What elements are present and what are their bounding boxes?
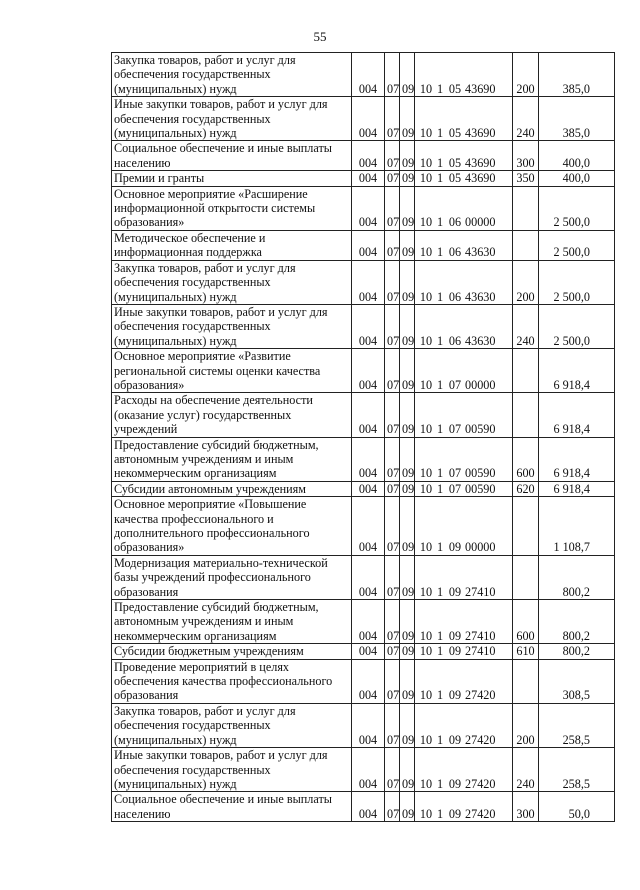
target-article-part: 07 [448,377,462,392]
rz-code-cell: 07 [385,497,400,556]
target-article-part: 00590 [465,422,496,437]
rz-code-cell: 07 [385,644,400,659]
target-article-part: 27410 [465,644,496,659]
target-article-part: 43690 [465,171,496,186]
expense-name-cell: Закупка товаров, работ и услуг для обеспечения государственных (муниципальных) нужд [112,260,352,304]
table-row [112,481,615,496]
amount-cell: 385,0 [539,53,615,97]
rz-code-cell: 07 [385,171,400,186]
rz-code-cell: 07 [385,792,400,822]
target-article-cell [415,349,513,393]
table-row [112,393,615,437]
gr-code-cell: 004 [352,437,385,481]
expense-name-cell: Проведение мероприятий в целях обеспечения качества профессионального образования [112,659,352,703]
target-article-part: 09 [448,644,462,659]
target-article-part: 05 [448,171,462,186]
target-article-cell [415,171,513,186]
target-article-part: 00000 [465,215,496,230]
target-article-part: 10 [419,776,433,791]
pr-code-cell: 09 [400,141,415,171]
target-article-part: 07 [448,466,462,481]
amount-cell: 258,5 [539,703,615,747]
target-article-part: 43630 [465,245,496,260]
target-article-part: 10 [419,333,433,348]
amount-cell: 258,5 [539,748,615,792]
target-article-part: 09 [448,776,462,791]
vr-code-cell: 240 [513,97,539,141]
rz-code-cell: 07 [385,260,400,304]
expense-name-cell: Предоставление субсидий бюджетным, автономным учреждениям и иным некоммерческим организациям [112,600,352,644]
target-article-part: 00000 [465,377,496,392]
pr-code-cell: 09 [400,659,415,703]
target-article-part: 27420 [465,806,496,821]
target-article-part: 09 [448,806,462,821]
target-article-part: 10 [419,466,433,481]
gr-code-cell: 004 [352,349,385,393]
amount-cell: 50,0 [539,792,615,822]
pr-code-cell: 09 [400,97,415,141]
gr-code-cell: 004 [352,792,385,822]
vr-code-cell: 610 [513,644,539,659]
gr-code-cell: 004 [352,600,385,644]
vr-code-cell: 200 [513,703,539,747]
target-article-part: 1 [436,245,444,260]
target-article-part: 09 [448,540,462,555]
target-article-cell [415,186,513,230]
amount-cell: 800,2 [539,644,615,659]
rz-code-cell: 07 [385,481,400,496]
rz-code-cell: 07 [385,748,400,792]
target-article-part: 10 [419,81,433,96]
expense-name-cell: Закупка товаров, работ и услуг для обеспечения государственных (муниципальных) нужд [112,53,352,97]
target-article-part: 1 [436,466,444,481]
target-article-part: 10 [419,289,433,304]
target-article-cell [415,748,513,792]
target-article-part: 1 [436,688,444,703]
target-article-part: 10 [419,422,433,437]
amount-cell: 2 500,0 [539,230,615,260]
target-article-part: 05 [448,155,462,170]
target-article-part: 27410 [465,584,496,599]
vr-code-cell [513,186,539,230]
target-article-part: 1 [436,215,444,230]
target-article-cell [415,304,513,348]
pr-code-cell: 09 [400,748,415,792]
target-article-part: 1 [436,333,444,348]
vr-code-cell: 300 [513,792,539,822]
target-article-part: 10 [419,481,433,496]
expense-name-cell: Социальное обеспечение и иные выплаты населению [112,141,352,171]
target-article-cell [415,230,513,260]
rz-code-cell: 07 [385,186,400,230]
target-article-cell [415,260,513,304]
vr-code-cell [513,555,539,599]
table-row [112,171,615,186]
amount-cell: 800,2 [539,555,615,599]
amount-cell: 2 500,0 [539,304,615,348]
target-article-part: 07 [448,481,462,496]
target-article-part: 09 [448,732,462,747]
target-article-part: 43630 [465,289,496,304]
target-article-part: 1 [436,155,444,170]
target-article-part: 10 [419,688,433,703]
rz-code-cell: 07 [385,230,400,260]
target-article-part: 1 [436,644,444,659]
gr-code-cell: 004 [352,555,385,599]
target-article-part: 1 [436,584,444,599]
rz-code-cell: 07 [385,437,400,481]
rz-code-cell: 07 [385,53,400,97]
gr-code-cell: 004 [352,497,385,556]
target-article-part: 10 [419,628,433,643]
amount-cell: 6 918,4 [539,437,615,481]
target-article-part: 43690 [465,155,496,170]
pr-code-cell: 09 [400,497,415,556]
target-article-part: 1 [436,422,444,437]
pr-code-cell: 09 [400,186,415,230]
amount-cell: 6 918,4 [539,349,615,393]
amount-cell: 308,5 [539,659,615,703]
gr-code-cell: 004 [352,171,385,186]
pr-code-cell: 09 [400,260,415,304]
pr-code-cell: 09 [400,792,415,822]
target-article-cell [415,644,513,659]
target-article-part: 1 [436,377,444,392]
gr-code-cell: 004 [352,97,385,141]
table-row [112,97,615,141]
expense-name-cell: Иные закупки товаров, работ и услуг для обеспечения государственных (муниципальных) нужд [112,748,352,792]
table-row [112,659,615,703]
expense-name-cell: Модернизация материально-технической базы учреждений профессионального образования [112,555,352,599]
vr-code-cell: 600 [513,600,539,644]
table-row [112,304,615,348]
gr-code-cell: 004 [352,481,385,496]
table-row [112,555,615,599]
vr-code-cell: 240 [513,304,539,348]
amount-cell: 2 500,0 [539,186,615,230]
target-article-part: 1 [436,540,444,555]
rz-code-cell: 07 [385,304,400,348]
expense-name-cell: Субсидии автономным учреждениям [112,481,352,496]
pr-code-cell: 09 [400,171,415,186]
target-article-part: 10 [419,215,433,230]
target-article-cell [415,53,513,97]
table-row [112,497,615,556]
gr-code-cell: 004 [352,304,385,348]
target-article-part: 43690 [465,81,496,96]
rz-code-cell: 07 [385,97,400,141]
pr-code-cell: 09 [400,703,415,747]
vr-code-cell: 350 [513,171,539,186]
gr-code-cell: 004 [352,703,385,747]
target-article-part: 07 [448,422,462,437]
gr-code-cell: 004 [352,659,385,703]
target-article-part: 09 [448,584,462,599]
rz-code-cell: 07 [385,659,400,703]
vr-code-cell [513,659,539,703]
expense-name-cell: Премии и гранты [112,171,352,186]
rz-code-cell: 07 [385,703,400,747]
amount-cell: 385,0 [539,97,615,141]
amount-cell: 2 500,0 [539,260,615,304]
target-article-part: 06 [448,215,462,230]
table-row [112,186,615,230]
table-row [112,53,615,97]
target-article-cell [415,437,513,481]
target-article-part: 00590 [465,481,496,496]
expense-name-cell: Основное мероприятие «Расширение информационной открытости системы образования» [112,186,352,230]
expense-name-cell: Иные закупки товаров, работ и услуг для обеспечения государственных (муниципальных) нужд [112,304,352,348]
pr-code-cell: 09 [400,53,415,97]
target-article-part: 27420 [465,688,496,703]
page-number: 55 [313,29,327,44]
target-article-part: 00000 [465,540,496,555]
budget-table-body [112,53,615,822]
target-article-part: 27420 [465,732,496,747]
target-article-part: 10 [419,806,433,821]
gr-code-cell: 004 [352,644,385,659]
expense-name-cell: Предоставление субсидий бюджетным, автономным учреждениям и иным некоммерческим организациям [112,437,352,481]
target-article-cell [415,600,513,644]
amount-cell: 1 108,7 [539,497,615,556]
target-article-part: 1 [436,289,444,304]
amount-cell: 6 918,4 [539,393,615,437]
pr-code-cell: 09 [400,644,415,659]
target-article-part: 1 [436,171,444,186]
table-row [112,437,615,481]
table-row [112,792,615,822]
target-article-part: 10 [419,732,433,747]
rz-code-cell: 07 [385,349,400,393]
target-article-part: 1 [436,628,444,643]
vr-code-cell: 300 [513,141,539,171]
target-article-part: 10 [419,377,433,392]
gr-code-cell: 004 [352,141,385,171]
table-row [112,748,615,792]
table-row [112,260,615,304]
amount-cell: 400,0 [539,171,615,186]
target-article-part: 10 [419,584,433,599]
amount-cell: 6 918,4 [539,481,615,496]
vr-code-cell: 600 [513,437,539,481]
vr-code-cell: 240 [513,748,539,792]
pr-code-cell: 09 [400,437,415,481]
pr-code-cell: 09 [400,600,415,644]
rz-code-cell: 07 [385,141,400,171]
gr-code-cell: 004 [352,260,385,304]
gr-code-cell: 004 [352,53,385,97]
vr-code-cell: 200 [513,53,539,97]
target-article-part: 00590 [465,466,496,481]
amount-cell: 800,2 [539,600,615,644]
target-article-part: 10 [419,540,433,555]
rz-code-cell: 07 [385,555,400,599]
gr-code-cell: 004 [352,748,385,792]
target-article-part: 09 [448,688,462,703]
expense-name-cell: Субсидии бюджетным учреждениям [112,644,352,659]
expense-name-cell: Основное мероприятие «Развитие региональной системы оценки качества образования» [112,349,352,393]
target-article-part: 10 [419,126,433,141]
expense-name-cell: Закупка товаров, работ и услуг для обеспечения государственных (муниципальных) нужд [112,703,352,747]
target-article-part: 1 [436,81,444,96]
expense-name-cell: Основное мероприятие «Повышение качества профессионального и дополнительного профессионального образования» [112,497,352,556]
vr-code-cell [513,393,539,437]
target-article-part: 10 [419,155,433,170]
table-row [112,703,615,747]
target-article-part: 1 [436,126,444,141]
expense-name-cell: Методическое обеспечение и информационная поддержка [112,230,352,260]
target-article-cell [415,497,513,556]
vr-code-cell [513,349,539,393]
target-article-part: 05 [448,126,462,141]
rz-code-cell: 07 [385,393,400,437]
target-article-part: 10 [419,644,433,659]
target-article-cell [415,555,513,599]
table-row [112,349,615,393]
target-article-cell [415,97,513,141]
pr-code-cell: 09 [400,349,415,393]
amount-cell: 400,0 [539,141,615,171]
pr-code-cell: 09 [400,481,415,496]
table-row [112,141,615,171]
target-article-cell [415,659,513,703]
target-article-part: 09 [448,628,462,643]
target-article-part: 10 [419,245,433,260]
target-article-part: 43630 [465,333,496,348]
pr-code-cell: 09 [400,230,415,260]
target-article-part: 1 [436,481,444,496]
target-article-part: 1 [436,732,444,747]
table-row [112,230,615,260]
vr-code-cell: 620 [513,481,539,496]
target-article-cell [415,792,513,822]
expense-name-cell: Расходы на обеспечение деятельности (оказание услуг) государственных учреждений [112,393,352,437]
target-article-cell [415,141,513,171]
pr-code-cell: 09 [400,393,415,437]
target-article-part: 05 [448,81,462,96]
table-row [112,644,615,659]
vr-code-cell: 200 [513,260,539,304]
target-article-cell [415,703,513,747]
budget-table [111,52,615,822]
gr-code-cell: 004 [352,393,385,437]
gr-code-cell: 004 [352,230,385,260]
target-article-part: 10 [419,171,433,186]
vr-code-cell [513,497,539,556]
target-article-part: 06 [448,245,462,260]
expense-name-cell: Социальное обеспечение и иные выплаты населению [112,792,352,822]
rz-code-cell: 07 [385,600,400,644]
target-article-part: 27410 [465,628,496,643]
pr-code-cell: 09 [400,555,415,599]
target-article-part: 06 [448,289,462,304]
gr-code-cell: 004 [352,186,385,230]
vr-code-cell [513,230,539,260]
target-article-part: 43690 [465,126,496,141]
target-article-cell [415,481,513,496]
target-article-cell [415,393,513,437]
target-article-part: 1 [436,806,444,821]
pr-code-cell: 09 [400,304,415,348]
target-article-part: 27420 [465,776,496,791]
table-row [112,600,615,644]
expense-name-cell: Иные закупки товаров, работ и услуг для обеспечения государственных (муниципальных) нужд [112,97,352,141]
target-article-part: 1 [436,776,444,791]
target-article-part: 06 [448,333,462,348]
